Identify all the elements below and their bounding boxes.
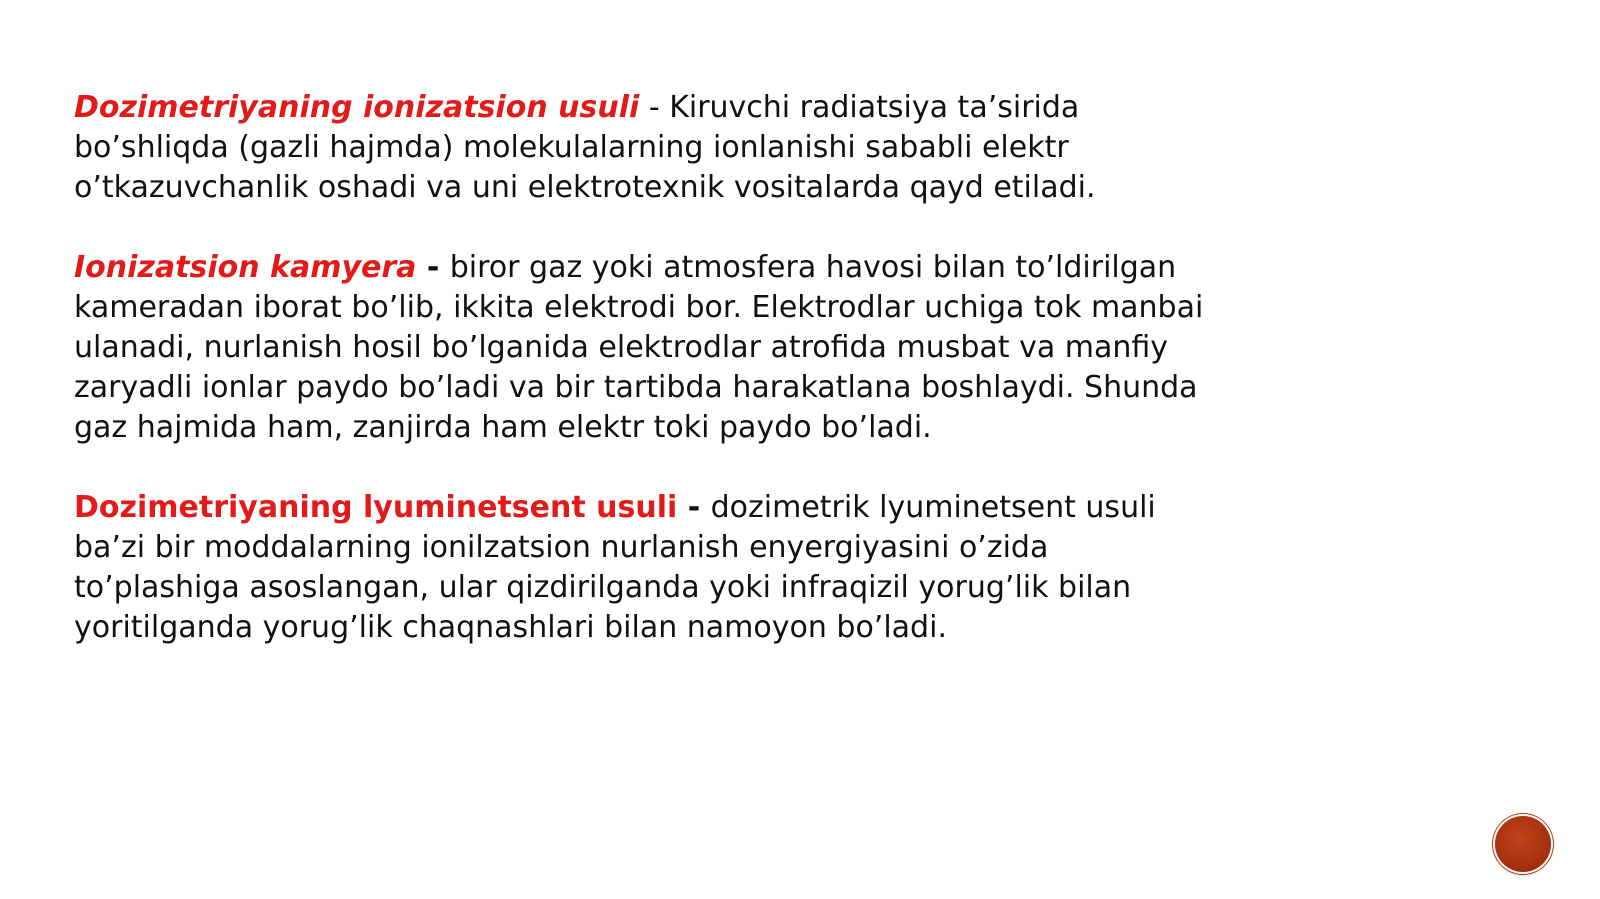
term-luminescent-method: Dozimetriyaning lyuminetsent usuli — [74, 490, 678, 525]
paragraph-ionization-method — [74, 88, 1204, 208]
next-slide-circle-icon[interactable] — [1495, 816, 1551, 872]
term-ionization-method: Dozimetriyaning ionizatsion usuli — [74, 90, 640, 125]
paragraph-luminescent-method — [74, 488, 1204, 648]
slide-content — [74, 88, 1204, 648]
definition-luminescent-method: dozimetrik lyuminetsent usuli ba’zi bir moddalarning ionilzatsion nurlanish enyergiyasini o’zida to’plashiga asoslangan, ular qizdirilganda yoki infraqizil yorug’lik bilan yoritilganda yorug’lik chaqnashlari bilan namoyon bo’ladi. — [74, 490, 1156, 645]
paragraph-ionization-chamber — [74, 248, 1204, 448]
definition-ionization-method: Kiruvchi radiatsiya ta’sirida bo’shliqda (gazli hajmda) molekulalarning ionlanishi sababli elektr o’tkazuvchanlik oshadi va uni elektrotexnik vositalarda qayd etiladi. — [74, 90, 1096, 205]
term-separator: - — [639, 90, 670, 125]
definition-ionization-chamber: biror gaz yoki atmosfera havosi bilan to’ldirilgan kameradan iborat bo’lib, ikkita elektrodi bor. Elektrodlar uchiga tok manbai ulanadi, nurlanish hosil bo’lganida elektrodlar atrofida musbat va manfiy zaryadli ionlar paydo bo’ladi va bir tartibda harakatlana boshlaydi. Shunda gaz hajmida ham, zanjirda ham elektr toki paydo bo’ladi. — [74, 250, 1204, 445]
term-separator: - — [677, 490, 711, 525]
term-ionization-chamber: Ionizatsion kamyera — [74, 250, 417, 285]
term-separator: - — [416, 250, 450, 285]
